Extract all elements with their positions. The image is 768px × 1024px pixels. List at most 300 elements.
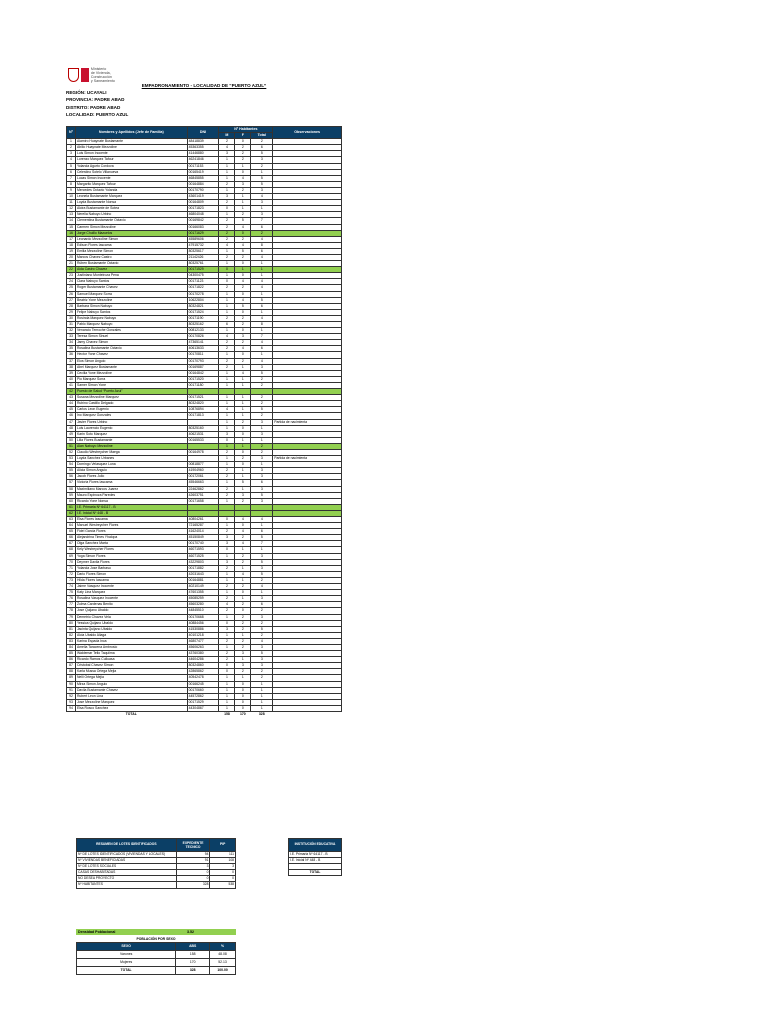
cell-name: Claudio Westreycher Maega: [75, 449, 187, 455]
cell-dni: 44604286: [187, 657, 219, 663]
cell-f: 2: [235, 358, 251, 364]
cell-t: 6: [251, 529, 273, 535]
cell-m: 1: [219, 644, 235, 650]
cell-t: 3: [251, 364, 273, 370]
cell-t: 5: [251, 151, 273, 157]
cell-name: Rosalina Vasquez Inocente: [75, 596, 187, 602]
cell-t: 3: [251, 474, 273, 480]
cell-n: 70: [67, 559, 76, 565]
cell-t: 3: [251, 468, 273, 474]
cell-t: 3: [251, 456, 273, 462]
cell-m: 2: [219, 596, 235, 602]
cell-n: 13: [67, 212, 76, 218]
cell-m: 0: [219, 267, 235, 273]
cell-dni: 43229803: [187, 559, 219, 565]
cell-f: 2: [235, 340, 251, 346]
cell-m: 0: [219, 663, 235, 669]
cell-name: Jose Mezzoline Marquez: [75, 699, 187, 705]
cell-name: Victoria Flores Iascama: [75, 480, 187, 486]
cell-n: 76: [67, 596, 76, 602]
cell-m: 4: [219, 602, 235, 608]
cell-t: 3: [251, 614, 273, 620]
cell-f: 1: [235, 364, 251, 370]
cell-name: Venancio Temoche Gonzales: [75, 328, 187, 334]
cell-n: 85: [67, 651, 76, 657]
cell-t: 5: [251, 297, 273, 303]
cell-m: 4: [219, 145, 235, 151]
cell-dni: 40101218: [187, 632, 219, 638]
cell-m: 1: [219, 395, 235, 401]
cell-t: 3: [251, 486, 273, 492]
cell-f: 0: [235, 291, 251, 297]
cell-t: 3: [251, 498, 273, 504]
cell-name: Lucas Simon Inocente: [75, 175, 187, 181]
cell-m: 1: [219, 376, 235, 382]
cell-name: Alan Nabuyo Mezzoline: [75, 443, 187, 449]
cell-n: 55: [67, 468, 76, 474]
poblacion-title: POBLACIÓN POR SEXO: [136, 937, 176, 941]
poblacion-sexo: Mujeres: [77, 959, 176, 967]
cell-dni: 00171153: [187, 163, 219, 169]
cell-m: 1: [219, 462, 235, 468]
cell-n: 47: [67, 419, 76, 425]
cell-n: 89: [67, 675, 76, 681]
cell-dni: 00171180: [187, 382, 219, 388]
document-header: [66, 82, 342, 118]
cell-m: 3: [219, 431, 235, 437]
institucion-item: I.E. Primaria Nº 64117 - B: [289, 852, 342, 858]
cell-m: 0: [219, 620, 235, 626]
cell-m: 2: [219, 449, 235, 455]
cell-f: 3: [235, 181, 251, 187]
cell-n: 72: [67, 571, 76, 577]
cell-n: 21: [67, 261, 76, 267]
cell-name: Ricardo Yone Nonsa: [75, 498, 187, 504]
cell-dni: 41624014: [187, 529, 219, 535]
cell-dni: 00165533: [187, 437, 219, 443]
cell-n: 25: [67, 285, 76, 291]
cell-dni: 00166245: [187, 681, 219, 687]
cell-dni: 42603751: [187, 492, 219, 498]
cell-name: Nerelia Nabuyo Urbino: [75, 212, 187, 218]
cell-f: 2: [235, 145, 251, 151]
cell-t: 1: [251, 261, 273, 267]
cell-dni: 00171529: [187, 699, 219, 705]
cell-name: Leonela Bustamante Marquez: [75, 194, 187, 200]
cell-n: 4: [67, 157, 76, 163]
cell-n: 80: [67, 620, 76, 626]
summary-exp: 94: [176, 852, 210, 858]
poblacion-col-sexo: SEXO: [77, 943, 176, 951]
cell-dni: 40542478: [187, 675, 219, 681]
cell-dni: 45085259: [187, 596, 219, 602]
cell-t: 8: [251, 242, 273, 248]
cell-n: 74: [67, 584, 76, 590]
cell-f: 2: [235, 254, 251, 260]
cell-t: 2: [251, 376, 273, 382]
cell-f: 4: [235, 346, 251, 352]
cell-m: 1: [219, 413, 235, 419]
cell-f: 0: [235, 449, 251, 455]
summary-table: [76, 838, 236, 889]
cell-name: Alamiro Huaynate Bustamante: [75, 139, 187, 145]
cell-name: Manuel Westreycher Flores: [75, 523, 187, 529]
cell-n: 28: [67, 303, 76, 309]
cell-m: 4: [219, 407, 235, 413]
cell-n: 79: [67, 614, 76, 620]
totals-m: 158: [224, 712, 230, 716]
cell-t: 7: [251, 218, 273, 224]
cell-n: 12: [67, 206, 76, 212]
logo-text: Ministerio de Vivienda, Construcción y Saneamiento: [90, 67, 115, 83]
cell-dni: 00171529: [187, 267, 219, 273]
cell-n: 50: [67, 437, 76, 443]
cell-name: Alejandrina Times Yhalopa: [75, 535, 187, 541]
cell-name: Margarito Marquez Tafour: [75, 181, 187, 187]
cell-t: 4: [251, 340, 273, 346]
summary-exp: 0: [176, 876, 210, 882]
summary-label: Nº HABITANTES: [77, 882, 177, 888]
cell-f: 2: [235, 212, 251, 218]
cell-n: 43: [67, 395, 76, 401]
cell-f: 2: [235, 626, 251, 632]
cell-name: Jorge Chuillo Mazuelos: [75, 230, 187, 236]
cell-dni: 45150849: [187, 535, 219, 541]
cell-f: 2: [235, 498, 251, 504]
cell-t: 5: [251, 535, 273, 541]
cell-n: 11: [67, 200, 76, 206]
cell-f: 1: [235, 437, 251, 443]
cell-m: 3: [219, 626, 235, 632]
cell-name: Nelli Ortega Mejia: [75, 675, 187, 681]
cell-n: 49: [67, 431, 76, 437]
cell-name: Samer Simon Yone: [75, 382, 187, 388]
cell-f: 5: [235, 218, 251, 224]
cell-m: 2: [219, 468, 235, 474]
cell-m: 1: [219, 699, 235, 705]
cell-n: 37: [67, 358, 76, 364]
cell-dni: 42031643: [187, 571, 219, 577]
cell-f: 0: [235, 273, 251, 279]
cell-dni: 41530886: [187, 626, 219, 632]
cell-dni: 46804048: [187, 212, 219, 218]
cell-n: 7: [67, 175, 76, 181]
cell-t: 1: [251, 547, 273, 553]
cell-name: Javier Flores Urbino: [75, 419, 187, 425]
cell-n: 45: [67, 407, 76, 413]
cell-dni: 44572862: [187, 693, 219, 699]
cell-f: 3: [235, 663, 251, 669]
institucion-total: TOTAL: [289, 870, 342, 876]
cell-t: 6: [251, 145, 273, 151]
summary-pip: 0: [210, 876, 236, 882]
cell-f: 2: [235, 620, 251, 626]
cell-n: 22: [67, 267, 76, 273]
cell-name: Teresa Simon Sinuel: [75, 334, 187, 340]
cell-t: 5: [251, 626, 273, 632]
cell-n: 6: [67, 169, 76, 175]
cell-t: 3: [251, 431, 273, 437]
cell-n: 14: [67, 218, 76, 224]
cell-name: Amelia Taracena Ambrosio: [75, 644, 187, 650]
poblacion-table: [76, 942, 236, 975]
cell-t: 1: [251, 523, 273, 529]
cell-f: 0: [235, 590, 251, 596]
cell-m: 3: [219, 559, 235, 565]
cell-m: 2: [219, 340, 235, 346]
summary-label: NO DESEA PROYECTO: [77, 876, 177, 882]
summary-label: Nº DE LOTES SOCIALES: [77, 864, 177, 870]
cell-f: 5: [235, 480, 251, 486]
cell-m: 0: [219, 437, 235, 443]
poblacion-abs: 158: [176, 951, 210, 959]
cell-dni: 46241846: [187, 157, 219, 163]
cell-f: 2: [235, 535, 251, 541]
cell-dni: 00170811: [187, 352, 219, 358]
cell-f: 0: [235, 309, 251, 315]
cell-f: 0: [235, 169, 251, 175]
cell-n: 77: [67, 602, 76, 608]
cell-m: 1: [219, 187, 235, 193]
cell-dni: 00170668: [187, 614, 219, 620]
cell-m: 4: [219, 334, 235, 340]
cell-f: 1: [235, 565, 251, 571]
cell-t: 4: [251, 358, 273, 364]
col-header-total: Total: [251, 133, 273, 139]
cell-name: Hector Yone Chavez: [75, 352, 187, 358]
cell-dni: 10876894: [187, 407, 219, 413]
col-header-name: Nombres y Apellidos (Jefe de Familia): [75, 127, 187, 139]
cell-name: Felipe Nabuyo Santos: [75, 309, 187, 315]
cell-dni: 46845855: [187, 175, 219, 181]
cell-m: 1: [219, 553, 235, 559]
cell-f: 4: [235, 279, 251, 285]
cell-f: 2: [235, 614, 251, 620]
cell-dni: 00171520: [187, 376, 219, 382]
cell-m: 2: [219, 315, 235, 321]
cell-t: 8: [251, 322, 273, 328]
poblacion-sexo: Varones: [77, 951, 176, 959]
cell-name: Leonardo Mezzoline Simon: [75, 236, 187, 242]
cell-name: Domingo Velasquez Luna: [75, 462, 187, 468]
cell-m: 2: [219, 200, 235, 206]
cell-n: 30: [67, 315, 76, 321]
cell-name: Clara Nabuyo Santos: [75, 279, 187, 285]
cell-name: Barbara Simon Nabuyo: [75, 303, 187, 309]
cell-n: 35: [67, 346, 76, 352]
cell-n: 38: [67, 364, 76, 370]
cell-t: 2: [251, 413, 273, 419]
cell-f: 4: [235, 571, 251, 577]
cell-n: 23: [67, 273, 76, 279]
poblacion-col-pct: %: [210, 943, 236, 951]
cell-t: 5: [251, 175, 273, 181]
cell-n: 24: [67, 279, 76, 285]
distrito-label: DISTRITO: PADRE ABAD: [66, 104, 121, 110]
cell-t: 4: [251, 638, 273, 644]
cell-t: 7: [251, 541, 273, 547]
cell-n: 8: [67, 181, 76, 187]
summary-exp: 91: [176, 858, 210, 864]
cell-n: 67: [67, 541, 76, 547]
cell-name: Cristobal Chavez Simon: [75, 663, 187, 669]
cell-t: 2: [251, 230, 273, 236]
cell-n: 41: [67, 382, 76, 388]
poblacion-pct: 52.13: [210, 959, 236, 967]
cell-t: 3: [251, 553, 273, 559]
cell-t: 6: [251, 224, 273, 230]
cell-t: 5: [251, 571, 273, 577]
cell-n: 48: [67, 425, 76, 431]
cell-dni: 43601419: [187, 194, 219, 200]
poblacion-abs: 170: [176, 959, 210, 967]
cell-m: 1: [219, 328, 235, 334]
cell-f: 0: [235, 699, 251, 705]
cell-dni: 00171521: [187, 395, 219, 401]
cell-name: Alicia Simon Anguio: [75, 468, 187, 474]
cell-name: Demetrio Chavez Vela: [75, 614, 187, 620]
cell-t: 1: [251, 273, 273, 279]
cell-m: 1: [219, 571, 235, 577]
coat-of-arms-icon: [68, 68, 79, 82]
cell-n: 84: [67, 644, 76, 650]
cell-t: 1: [251, 699, 273, 705]
cell-m: 1: [219, 370, 235, 376]
cell-name: Samuel Marquez Sorra: [75, 291, 187, 297]
cell-name: Karla Mussa Ortega Mejia: [75, 669, 187, 675]
poblacion-col-abs: ABS: [176, 943, 210, 951]
cell-m: 1: [219, 425, 235, 431]
cell-dni: 00171123: [187, 279, 219, 285]
cell-name: Waldemar Tello Taquiima: [75, 651, 187, 657]
cell-f: 2: [235, 419, 251, 425]
cell-n: 53: [67, 456, 76, 462]
cell-n: 78: [67, 608, 76, 614]
cell-t: 5: [251, 651, 273, 657]
cell-m: 1: [219, 456, 235, 462]
region-label: REGIÓN: UCAYALI: [66, 90, 107, 96]
cell-dni: 00171823: [187, 206, 219, 212]
cell-dni: 00170826: [187, 334, 219, 340]
cell-m: 2: [219, 638, 235, 644]
cell-name: Ricardo Ramos Culluasa: [75, 657, 187, 663]
cell-name: Alcira Bustamante de Sotea: [75, 206, 187, 212]
cell-dni: 80325162: [187, 322, 219, 328]
cell-m: 1: [219, 498, 235, 504]
cell-dni: 10622804: [187, 297, 219, 303]
cell-t: 1: [251, 352, 273, 358]
summary-exp: 328: [176, 882, 210, 888]
summary-label: CASAS DESHABITADAS: [77, 870, 177, 876]
cell-m: 2: [219, 657, 235, 663]
cell-f: 5: [235, 248, 251, 254]
cell-m: 1: [219, 480, 235, 486]
cell-name: Hilda Flores Iascama: [75, 577, 187, 583]
cell-name: Carmen Simon Mezzoline: [75, 224, 187, 230]
cell-m: 1: [219, 157, 235, 163]
cell-dni: 44845510: [187, 608, 219, 614]
cell-name: Beatriz Yone Mezzoline: [75, 297, 187, 303]
cell-t: 1: [251, 693, 273, 699]
census-table: [66, 126, 342, 717]
cell-dni: 00164978: [187, 449, 219, 455]
cell-name: Ino Marquez Gonzales: [75, 413, 187, 419]
cell-n: 75: [67, 590, 76, 596]
cell-m: 1: [219, 675, 235, 681]
cell-t: 5: [251, 559, 273, 565]
cell-n: 2: [67, 145, 76, 151]
cell-t: 3: [251, 157, 273, 163]
cell-dni: 00169887: [187, 364, 219, 370]
poblacion-pct: 100.00: [210, 967, 236, 975]
cell-name: Mauro Espinoza Paredes: [75, 492, 187, 498]
cell-n: 46: [67, 413, 76, 419]
cell-f: 1: [235, 474, 251, 480]
cell-name: Puesto de Salud “Puerto Azul”: [75, 389, 187, 395]
densidad-label: Densidad Poblacional: [78, 930, 116, 934]
cell-m: 2: [219, 358, 235, 364]
cell-n: 44: [67, 401, 76, 407]
cell-f: 4: [235, 529, 251, 535]
cell-t: 2: [251, 632, 273, 638]
cell-t: 4: [251, 236, 273, 242]
cell-t: 2: [251, 163, 273, 169]
cell-m: 1: [219, 303, 235, 309]
cell-m: 1: [219, 175, 235, 181]
cell-f: 1: [235, 200, 251, 206]
cell-f: 0: [235, 352, 251, 358]
cell-dni: 00164881: [187, 577, 219, 583]
cell-f: 0: [235, 328, 251, 334]
cell-f: 1: [235, 376, 251, 382]
cell-f: 1: [235, 468, 251, 474]
cell-name: Jamy Chavez Simon: [75, 340, 187, 346]
cell-dni: 40884456: [187, 620, 219, 626]
cell-n: 17: [67, 236, 76, 242]
cell-n: 26: [67, 291, 76, 297]
cell-dni: 47601355: [187, 590, 219, 596]
cell-n: 9: [67, 187, 76, 193]
cell-obs: Partida de nacimienta: [273, 456, 342, 462]
cell-m: 1: [219, 309, 235, 315]
cell-t: 2: [251, 443, 273, 449]
cell-dni: 80325617: [187, 248, 219, 254]
cell-n: 92: [67, 693, 76, 699]
cell-t: 1: [251, 687, 273, 693]
cell-dni: 00171629: [187, 230, 219, 236]
totals-f: 170: [240, 712, 246, 716]
cell-t: 5: [251, 492, 273, 498]
cell-name: Marcos Chavez Castro: [75, 254, 187, 260]
cell-f: 3: [235, 651, 251, 657]
cell-m: 1: [219, 614, 235, 620]
cell-m: 3: [219, 151, 235, 157]
cell-m: 1: [219, 352, 235, 358]
cell-t: 1: [251, 291, 273, 297]
cell-f: 0: [235, 687, 251, 693]
provincia-label: PROVINCIA: PADRE ABAD: [66, 97, 125, 103]
col-header-dni: DNI: [187, 127, 219, 139]
cell-m: 1: [219, 681, 235, 687]
cell-f: 4: [235, 370, 251, 376]
cell-m: 3: [219, 194, 235, 200]
cell-m: 2: [219, 486, 235, 492]
cell-n: 31: [67, 322, 76, 328]
cell-t: 3: [251, 187, 273, 193]
cell-t: 2: [251, 139, 273, 145]
cell-dni: 00171822: [187, 285, 219, 291]
cell-dni: 43760380: [187, 651, 219, 657]
